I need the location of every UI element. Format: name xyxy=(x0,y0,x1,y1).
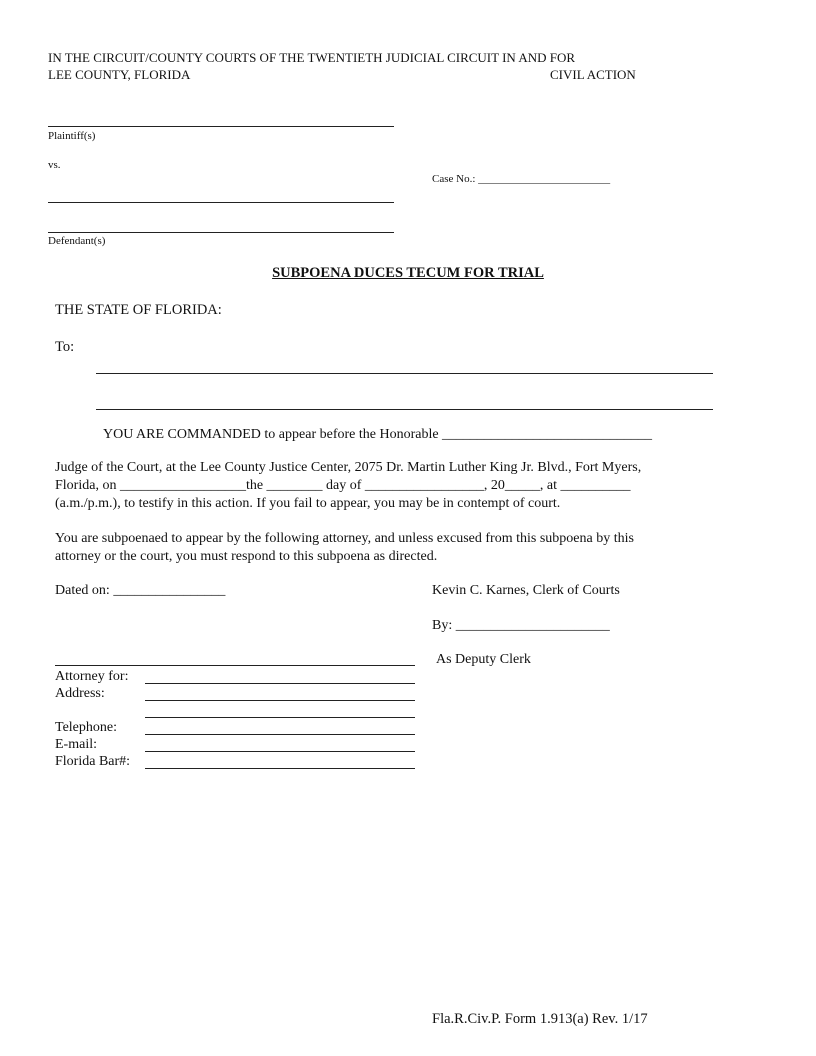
court-heading-line1: IN THE CIRCUIT/COUNTY COURTS OF THE TWENTIETH JUDICIAL CIRCUIT IN AND FOR xyxy=(48,50,576,65)
to-label: To: xyxy=(55,339,75,355)
email-line[interactable] xyxy=(145,751,415,752)
email-label: E-mail: xyxy=(55,737,97,752)
case-number-blank[interactable]: ________________________ xyxy=(478,173,611,185)
case-number-field[interactable] xyxy=(432,173,610,185)
telephone-line[interactable] xyxy=(145,734,415,735)
plaintiff-label: Plaintiff(s) xyxy=(48,130,96,142)
state-of-florida: THE STATE OF FLORIDA: xyxy=(55,302,222,318)
clerk-by-label: By: xyxy=(432,618,456,633)
dated-blank[interactable]: ________________ xyxy=(113,583,226,598)
attorney-paragraph-line-2: attorney or the court, you must respond to this subpoena as directed. xyxy=(55,549,438,564)
dated-label: Dated on: xyxy=(55,583,114,598)
defendant-line-1[interactable] xyxy=(48,202,394,203)
plaintiff-line[interactable] xyxy=(48,126,394,127)
dated-field[interactable] xyxy=(55,582,225,600)
address-line-1[interactable] xyxy=(145,700,415,701)
florida-bar-label: Florida Bar#: xyxy=(55,754,131,769)
attorney-paragraph-line-1: You are subpoenaed to appear by the following attorney, and unless excused from this subpoena by this xyxy=(55,531,634,546)
judge-name-blank[interactable]: ______________________________ xyxy=(442,427,653,442)
appearance-line-2[interactable]: Florida, on __________________the ________ day of _________________, 20_____, at __________ xyxy=(55,478,631,493)
clerk-by-blank[interactable]: ______________________ xyxy=(455,618,610,633)
clerk-name: Kevin C. Karnes, Clerk of Courts xyxy=(432,583,620,598)
clerk-by-field[interactable] xyxy=(432,617,610,635)
attorney-for-label: Attorney for: xyxy=(55,669,129,684)
command-line xyxy=(103,426,652,444)
recipient-line-2[interactable] xyxy=(96,409,713,410)
deputy-clerk-label: As Deputy Clerk xyxy=(436,652,531,667)
address-label: Address: xyxy=(55,686,105,701)
attorney-for-line[interactable] xyxy=(145,683,415,684)
form-number-footer: Fla.R.Civ.P. Form 1.913(a) Rev. 1/17 xyxy=(432,1011,648,1027)
document-title: SUBPOENA DUCES TECUM FOR TRIAL xyxy=(272,265,544,281)
defendant-line-2[interactable] xyxy=(48,232,394,233)
defendant-label: Defendant(s) xyxy=(48,235,106,247)
telephone-label: Telephone: xyxy=(55,720,117,735)
florida-bar-line[interactable] xyxy=(145,768,415,769)
case-number-label: Case No.: xyxy=(432,173,479,185)
court-heading-line2: LEE COUNTY, FLORIDA xyxy=(48,67,191,82)
command-text: to appear before the Honorable xyxy=(260,427,443,442)
appearance-line-3: (a.m./p.m.), to testify in this action. If you fail to appear, you may be in contempt of court. xyxy=(55,496,561,511)
attorney-signature-line[interactable] xyxy=(55,665,415,666)
appearance-line-1: Judge of the Court, at the Lee County Justice Center, 2075 Dr. Martin Luther King Jr. Blvd., Fort Myers, xyxy=(55,460,642,475)
command-caps: YOU ARE COMMANDED xyxy=(103,427,261,442)
civil-action-label: CIVIL ACTION xyxy=(550,67,636,82)
recipient-line-1[interactable] xyxy=(96,373,713,374)
vs-label: vs. xyxy=(48,159,61,171)
address-line-2[interactable] xyxy=(145,717,415,718)
